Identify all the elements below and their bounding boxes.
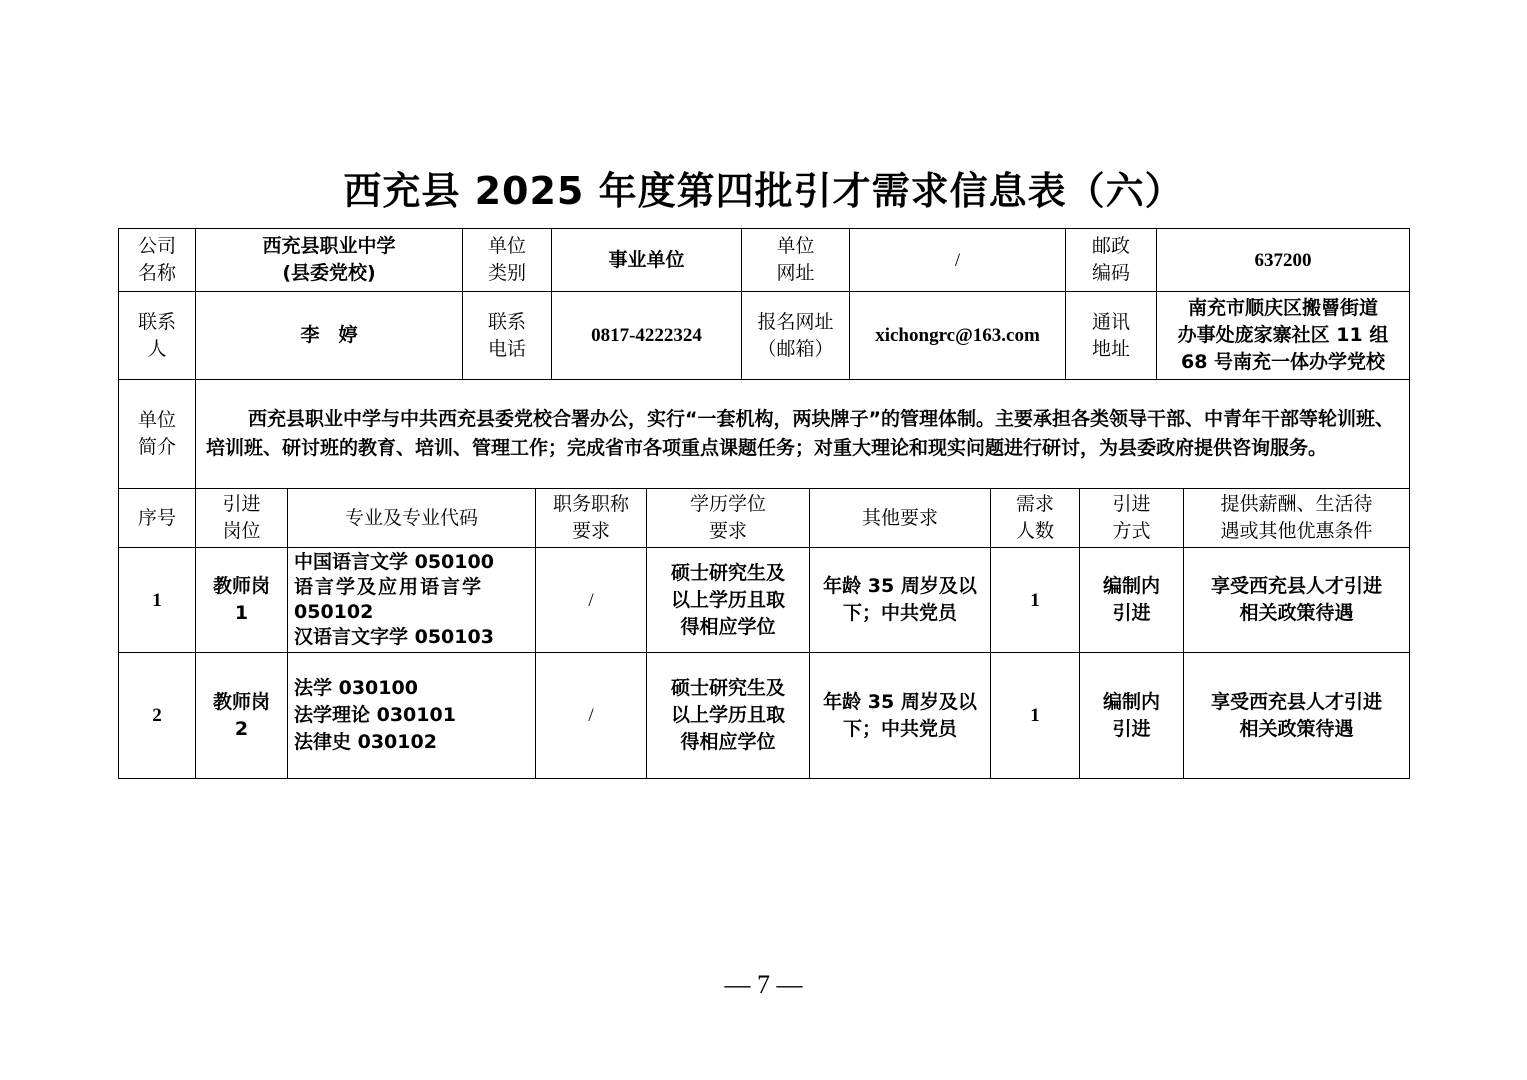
row-title-req: / bbox=[536, 548, 647, 653]
header-benefits: 提供薪酬、生活待 遇或其他优惠条件 bbox=[1184, 489, 1410, 548]
website-label: 单位 网址 bbox=[742, 229, 850, 292]
row-count: 1 bbox=[991, 548, 1080, 653]
row-no: 1 bbox=[119, 548, 196, 653]
row-method: 编制内 引进 bbox=[1080, 653, 1184, 779]
unit-info-table bbox=[118, 228, 1410, 380]
email-value: xichongrc@163.com bbox=[850, 292, 1066, 380]
row-other: 年龄 35 周岁及以 下；中共党员 bbox=[810, 548, 991, 653]
row-majors bbox=[288, 653, 536, 779]
unit-type-value: 事业单位 bbox=[552, 229, 742, 292]
major-item: 050102 bbox=[294, 601, 374, 623]
row-other: 年龄 35 周岁及以 下；中共党员 bbox=[810, 653, 991, 779]
page-number: — 7 — bbox=[724, 970, 803, 999]
header-other: 其他要求 bbox=[810, 489, 991, 548]
row-benefits: 享受西充县人才引进 相关政策待遇 bbox=[1184, 548, 1410, 653]
header-education: 学历学位 要求 bbox=[647, 489, 810, 548]
major-item: 中国语言文学 050100 bbox=[294, 551, 494, 573]
row-benefits: 享受西充县人才引进 相关政策待遇 bbox=[1184, 653, 1410, 779]
intro-body: 西充县职业中学与中共西充县委党校合署办公，实行“一套机构，两块牌子”的管理体制。主要承担各类领导干部、中青年干部等轮训班、培训班、研讨班的教育、培训、管理工作；完成省市各项重点课题任务；对重大理论和现实问题进行研讨，为县委政府提供咨询服务。 bbox=[206, 408, 1394, 459]
row-education: 硕士研究生及 以上学历且取 得相应学位 bbox=[647, 653, 810, 779]
unit-type-label: 单位 类别 bbox=[463, 229, 552, 292]
header-title-req: 职务职称 要求 bbox=[536, 489, 647, 548]
row-post: 教师岗 1 bbox=[196, 548, 288, 653]
major-item: 法学 030100 bbox=[294, 677, 418, 699]
row-education: 硕士研究生及 以上学历且取 得相应学位 bbox=[647, 548, 810, 653]
postcode-label: 邮政 编码 bbox=[1066, 229, 1157, 292]
company-name-value: 西充县职业中学 (县委党校) bbox=[196, 229, 463, 292]
signup-label: 报名网址 （邮箱） bbox=[742, 292, 850, 380]
intro-text bbox=[196, 380, 1410, 489]
intro-table bbox=[118, 379, 1410, 489]
phone-label: 联系 电话 bbox=[463, 292, 552, 380]
header-no: 序号 bbox=[119, 489, 196, 548]
major-item: 汉语言文字学 050103 bbox=[294, 626, 494, 648]
jobs-header-row bbox=[119, 489, 1410, 548]
company-name-label: 公司 名称 bbox=[119, 229, 196, 292]
major-item: 法学理论 030101 bbox=[294, 704, 456, 726]
jobs-table bbox=[118, 488, 1410, 779]
website-value: / bbox=[850, 229, 1066, 292]
page-title: 西充县 2025 年度第四批引才需求信息表（六） bbox=[343, 169, 1184, 213]
major-item: 语言学及应用语言学 bbox=[294, 576, 484, 598]
header-post: 引进 岗位 bbox=[196, 489, 288, 548]
contact-value: 李 婷 bbox=[196, 292, 463, 380]
table-row bbox=[119, 548, 1410, 653]
row-method: 编制内 引进 bbox=[1080, 548, 1184, 653]
table-row bbox=[119, 653, 1410, 779]
header-majors: 专业及专业代码 bbox=[288, 489, 536, 548]
contact-label: 联系 人 bbox=[119, 292, 196, 380]
header-count: 需求 人数 bbox=[991, 489, 1080, 548]
address-value: 南充市顺庆区搬罾街道 办事处庞家寨社区 11 组 68 号南充一体办学党校 bbox=[1157, 292, 1410, 380]
row-majors bbox=[288, 548, 536, 653]
phone-value: 0817-4222324 bbox=[552, 292, 742, 380]
row-count: 1 bbox=[991, 653, 1080, 779]
address-label: 通讯 地址 bbox=[1066, 292, 1157, 380]
row-title-req: / bbox=[536, 653, 647, 779]
postcode-value: 637200 bbox=[1157, 229, 1410, 292]
intro-label: 单位 简介 bbox=[119, 380, 196, 489]
major-item: 法律史 030102 bbox=[294, 731, 437, 753]
row-no: 2 bbox=[119, 653, 196, 779]
header-method: 引进 方式 bbox=[1080, 489, 1184, 548]
row-post: 教师岗 2 bbox=[196, 653, 288, 779]
